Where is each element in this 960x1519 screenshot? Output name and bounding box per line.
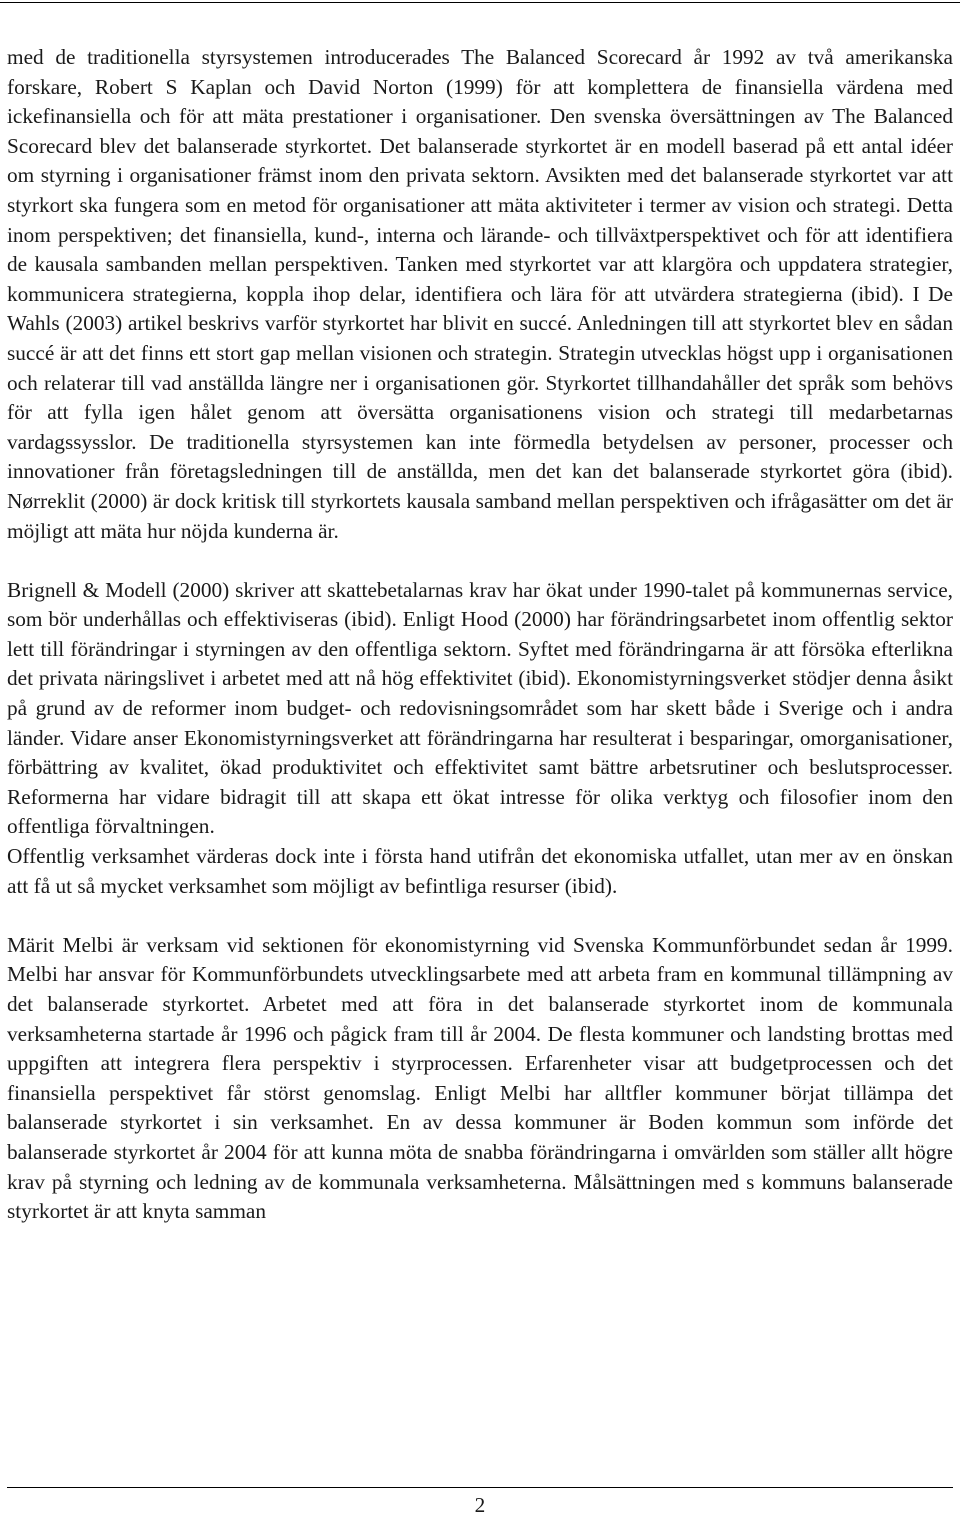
footer-rule <box>7 1487 953 1488</box>
paragraph-public-sector-reform: Brignell & Modell (2000) skriver att skattebetalarnas krav har ökat under 1990-talet på kommunernas service, som bör underhållas och effektiviseras (ibid). Enligt Hood (2000) har förändringsarbetet inom offentlig sektor lett till förändringar i styrningen av den offentliga sektorn. Syftet med förändringarna är att försöka efterlikna det privata näringslivet i arbetet med att nå hög effektivitet (ibid). Ekonomistyrningsverket stödjer denna åsikt på grund av de reformer inom budget- och redovisningsområdet som har skett både i Sverige och i andra länder. Vidare anser Ekonomistyrningsverket att förändringarna har resulterat i besparingar, omorganisationer, förbättring av kvalitet, ökad produktivitet och effektivitet samt bättre arbetsrutiner och beslutsprocesser. Reformerna har vidare bidragit till att skapa ett ökat intresse för olika verktyg och filosofier inom den offentliga förvaltningen. <box>7 577 953 839</box>
top-rule <box>0 2 960 3</box>
document-body <box>7 43 953 1227</box>
paragraph-balanced-scorecard: med de traditionella styrsystemen introducerades The Balanced Scorecard år 1992 av två amerikanska forskare, Robert S Kaplan och David Norton (1999) för att komplettera de finansiella värdena med ickefinansiella och för att mäta prestationer i organisationer. Den svenska översättningen av The Balanced Scorecard blev det balanserade styrkortet. Det balanserade styrkortet är en modell baserad på ett antal idéer om styrning i organisationer främst inom den privata sektorn. Avsikten med det balanserade styrkortet var att styrkort ska fungera som en metod för organisationer att mäta aktiviteter i termer av vision och strategi. Detta inom perspektiven; det finansiella, kund-, interna och lärande- och tillväxtperspektivet och för att identifiera de kausala sambanden mellan perspektiven. Tanken med styrkortet var att klargöra och uppdatera strategier, kommunicera strategierna, koppla ihop delar, identifiera och lära för att utvärdera strategierna (ibid). I De Wahls (2003) artikel beskrivs varför styrkortet har blivit en succé. Anledningen till att styrkortet blev en sådan succé är att det finns ett stort gap mellan visionen och strategin. Strategin utvecklas högst upp i organisationen och relaterar till vad anställda längre ner i organisationen gör. Styrkortet tillhandahåller det språk som behövs för att fylla igen hålet genom att översätta organisationens vision och strategi till medarbetarnas vardagssysslor. De traditionella styrsystemen kan inte förmedla betydelsen av personer, processer och innovationer från företagsledningen till de anställda, men det kan det balanserade styrkortet göra (ibid). Nørreklit (2000) är dock kritisk till styrkortets kausala samband mellan perspektiven och ifrågasätter om det är möjligt att mäta hur nöjda kunderna är. <box>7 45 953 543</box>
page-number: 2 <box>474 1493 486 1517</box>
paragraph-melbi: Märit Melbi är verksam vid sektionen för ekonomistyrning vid Svenska Kommunförbundet sedan år 1999. Melbi har ansvar för Kommunförbundets utvecklingsarbete med att arbeta fram en kommunal tillämpning av det balanserade styrkortet. Arbetet med att föra in det balanserade styrkortet inom de kommunala verksamheterna startade år 1996 och pågick fram till år 2004. De flesta kommuner och landsting brottas med uppgiften att integrera flera perspektiv i styrprocessen. Erfarenheter visar att budgetprocessen och det finansiella perspektivet får störst genomslag. Enligt Melbi har alltfler kommuner börjat tillämpa det balanserade styrkortet i sin verksamhet. En av dessa kommuner är Boden kommun som införde det balanserade styrkortet år 2004 för att kunna möta de snabba förändringarna i omvärlden som ställer allt högre krav på styrning och ledning av de kommunala verksamheterna. Målsättningen med s kommuns balanserade styrkortet är att knyta samman <box>7 932 953 1224</box>
paragraph-public-activity-valuation: Offentlig verksamhet värderas dock inte i första hand utifrån det ekonomiska utfallet, utan mer av en önskan att få ut så mycket verksamhet som möjligt av befintliga resurser (ibid). <box>7 844 953 898</box>
